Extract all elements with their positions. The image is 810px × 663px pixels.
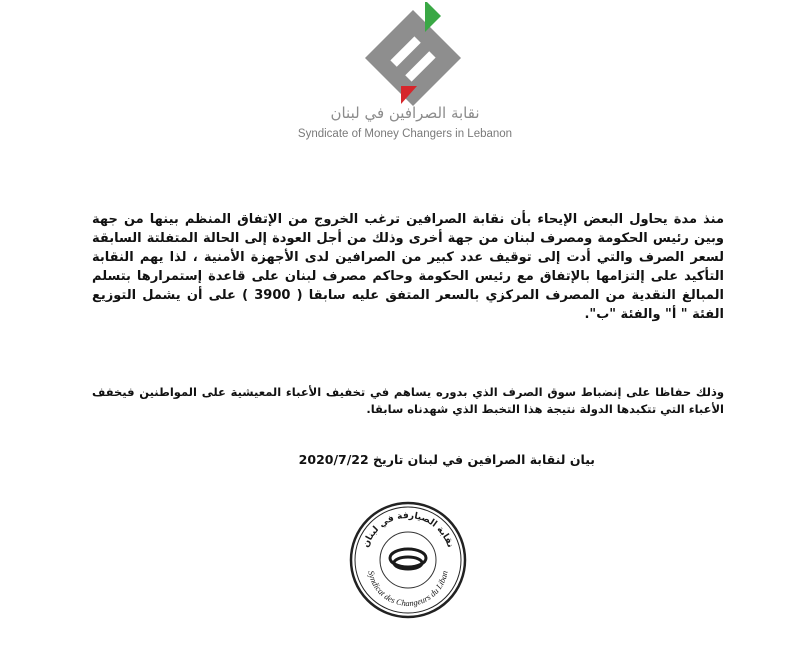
- second-paragraph: وذلك حفاظا على إنضباط سوق الصرف الذي بدوره يساهم في تخفيف الأعباء المعيشية على المواطنين فيخفف الأعباء التي تتكبدها الدولة نتيجة هذا التخبط الذي شهدناه سابقا.: [92, 385, 724, 416]
- statement-date-line: بيان لنقابة الصرافين في لبنان تاريخ 2020/7/22: [298, 452, 595, 467]
- org-name-arabic: نقابة الصرافين في لبنان: [330, 104, 480, 122]
- stamp-french-text: Syndicat des Changeurs du Liban: [366, 569, 450, 609]
- main-paragraph: منذ مدة يحاول البعض الإيحاء بأن نقابة الصرافين ترغب الخروج من الإتفاق المنظم بينها من جهة وبين رئيس الحكومة ومصرف لبنان من جهة أخرى وذلك من أجل العودة إلى الحالة المتفلتة السابقة لسعر الصرف والتي أدت إلى توقيف عدد كبير من الصرافين لدى الأجهزة الأمنية ، لذا يهم النقابة التأكيد على إلتزامها بالإتفاق مع رئيس الحكومة وحاكم مصرف لبنان على قاعدة إستمرارها بتسلم المبالغ النقدية من المصرف المركزي بالسعر المتفق عليه سابقا ( 3900 ) على أن يشمل التوزيع الفئة " أ" والفئة "ب".: [92, 212, 724, 322]
- syndicate-logo-icon: [357, 2, 469, 114]
- org-name-english: Syndicate of Money Changers in Lebanon: [297, 128, 513, 140]
- stamp-arabic-text: نقابة الصيارفة في لبنان: [361, 510, 455, 550]
- seal-stamp-icon: [348, 500, 468, 620]
